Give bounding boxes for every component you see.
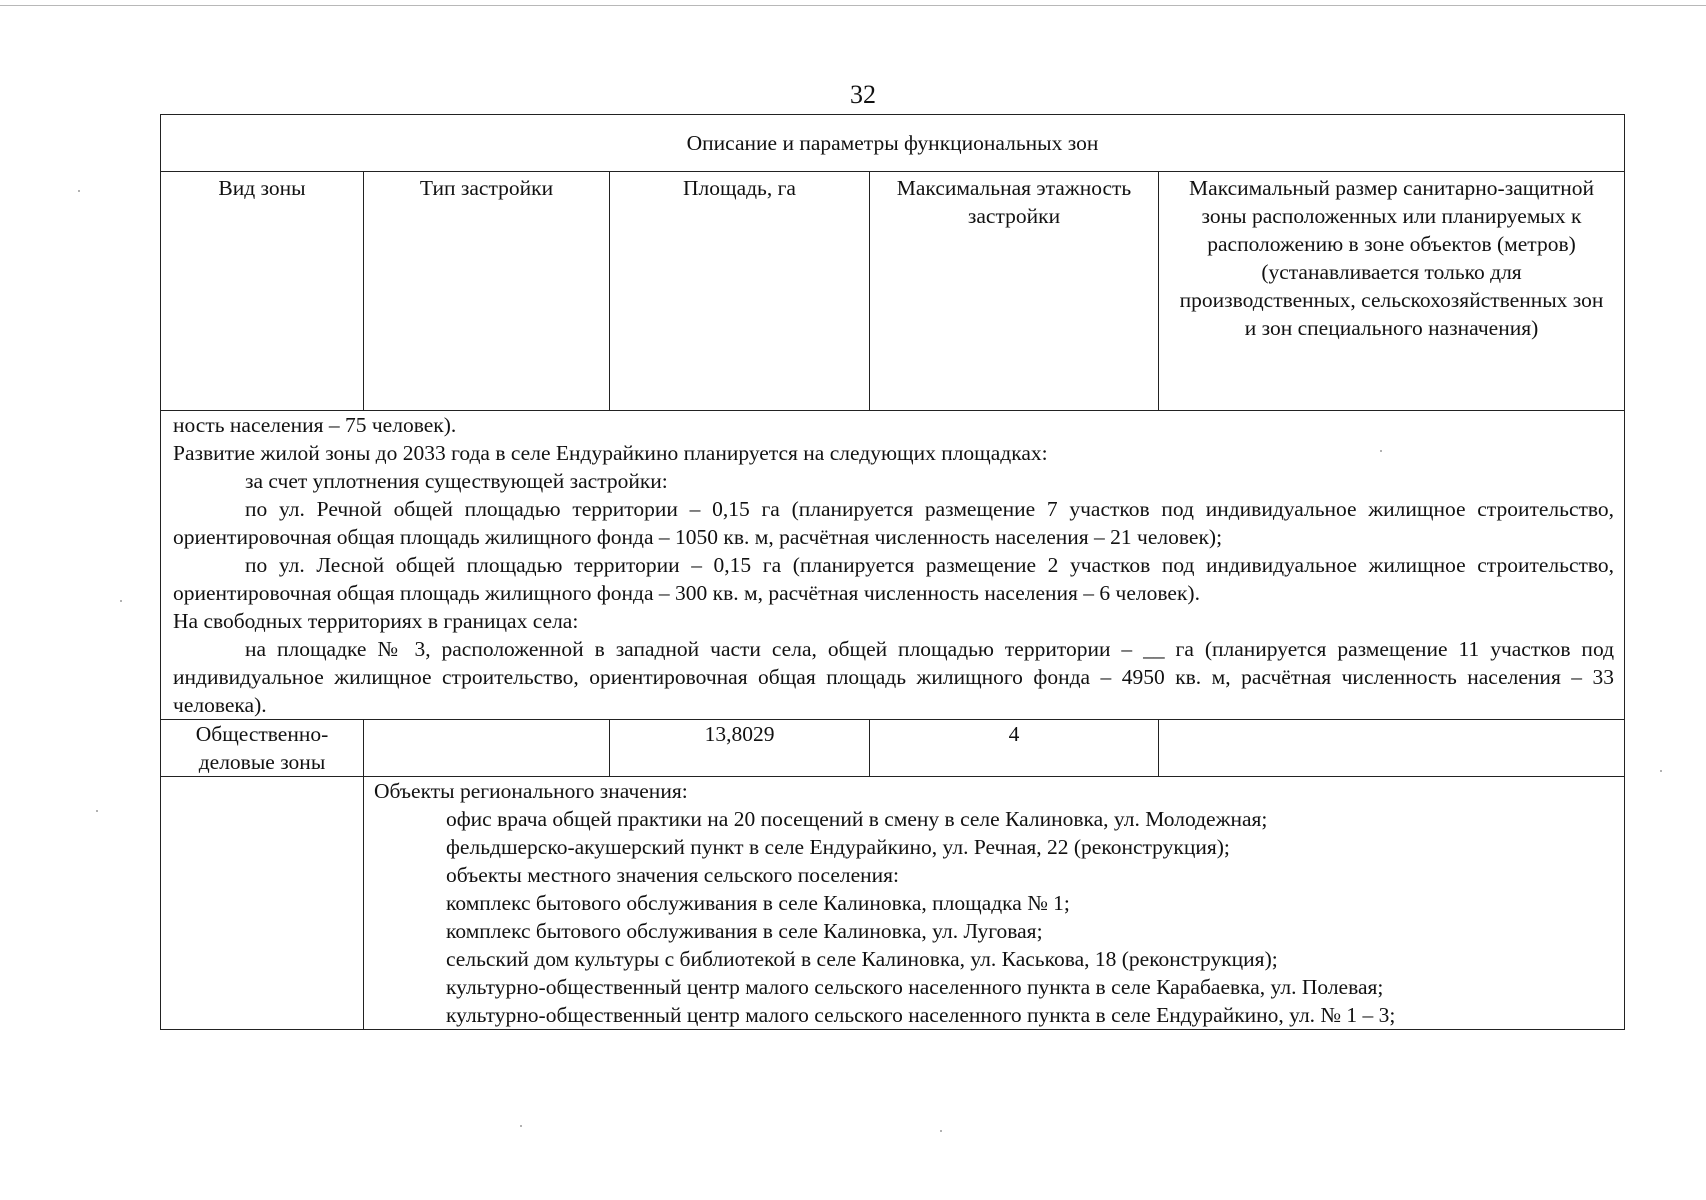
list-item: объекты местного значения сельского поселения: <box>446 863 900 887</box>
functional-zones-table <box>160 114 1625 1030</box>
list-item: комплекс бытового обслуживания в селе Калиновка, площадка № 1; <box>446 891 1070 915</box>
scan-edge-line <box>0 5 1706 6</box>
page-number <box>0 80 1706 110</box>
objects-list <box>374 805 1624 1029</box>
business-zone-area: 13,8029 <box>610 720 870 777</box>
business-zone-floors: 4 <box>870 720 1159 777</box>
header-max-floors: Максимальная этажность застройки <box>870 172 1159 411</box>
header-zone-type: Вид зоны <box>161 172 364 411</box>
business-zone-row <box>161 720 1625 777</box>
scan-speck <box>120 600 122 602</box>
header-sanitary-zone: Максимальный размер санитарно-защитной зоны расположенных или планируемых к расположению в зоне объектов (метров) (устанавливается только для производственных, сельскохозяйственных зон и зон специального назначения) <box>1159 172 1625 411</box>
header-area: Площадь, га <box>610 172 870 411</box>
business-zone-sanitary <box>1159 720 1625 777</box>
paragraph: Развитие жилой зоны до 2033 года в селе Ендурайкино планируется на следующих площадках: <box>173 441 1048 465</box>
table-title: Описание и параметры функциональных зон <box>161 115 1625 172</box>
table-header-row <box>161 172 1625 411</box>
list-item: комплекс бытового обслуживания в селе Калиновка, ул. Луговая; <box>446 919 1043 943</box>
list-item: фельдшерско-акушерский пункт в селе Ендурайкино, ул. Речная, 22 (реконструкция); <box>446 835 1230 859</box>
paragraph: по ул. Речной общей площадью территории – 0,15 га (планируется размещение 7 участков под индивидуальное жилищное строительство, ориентировочная общая площадь жилищного фонда – 1050 кв. м, расчётная численность населения – 21 человек); <box>173 497 1615 549</box>
list-item: сельский дом культуры с библиотекой в селе Калиновка, ул. Каськова, 18 (реконструкция); <box>446 947 1278 971</box>
business-zone-name: Общественно-деловые зоны <box>161 720 364 777</box>
scan-speck <box>940 1130 942 1132</box>
residential-description <box>161 411 1625 720</box>
objects-empty-cell <box>161 777 364 1030</box>
header-building-type: Тип застройки <box>364 172 610 411</box>
scan-speck <box>1380 450 1382 452</box>
paragraph: На свободных территориях в границах села: <box>173 609 579 633</box>
list-item: культурно-общественный центр малого сельского населенного пункта в селе Карабаевка, ул. Полевая; <box>446 975 1384 999</box>
scan-speck <box>78 190 80 192</box>
paragraph: на площадке № 3, расположенной в западной части села, общей площадью территории – __ га (планируется размещение 11 участков под индивидуальное жилищное строительство, ориентировочная общая площадь жилищного фонда – 4950 кв. м, расчётная численность населения – 33 человека). <box>173 637 1615 717</box>
table-title-row <box>161 115 1625 172</box>
scan-speck <box>1660 770 1662 772</box>
list-item: культурно-общественный центр малого сельского населенного пункта в селе Ендурайкино, ул. № 1 – 3; <box>446 1003 1396 1027</box>
scan-speck <box>520 1125 522 1127</box>
paragraph: ность населения – 75 человек). <box>173 413 457 437</box>
objects-list-cell <box>364 777 1625 1030</box>
regional-objects-heading: Объекты регионального значения: <box>374 779 688 803</box>
page-number-text: 32 <box>850 80 876 109</box>
paragraph: за счет уплотнения существующей застройки: <box>245 469 668 493</box>
paragraph: по ул. Лесной общей площадью территории – 0,15 га (планируется размещение 2 участков под индивидуальное жилищное строительство, ориентировочная общая площадь жилищного фонда – 300 кв. м, расчётная численность населения – 6 человек). <box>173 553 1615 605</box>
residential-text-row <box>161 411 1625 720</box>
scan-speck <box>96 810 98 812</box>
objects-row <box>161 777 1625 1030</box>
list-item: офис врача общей практики на 20 посещений в смену в селе Калиновка, ул. Молодежная; <box>446 807 1268 831</box>
business-zone-type <box>364 720 610 777</box>
